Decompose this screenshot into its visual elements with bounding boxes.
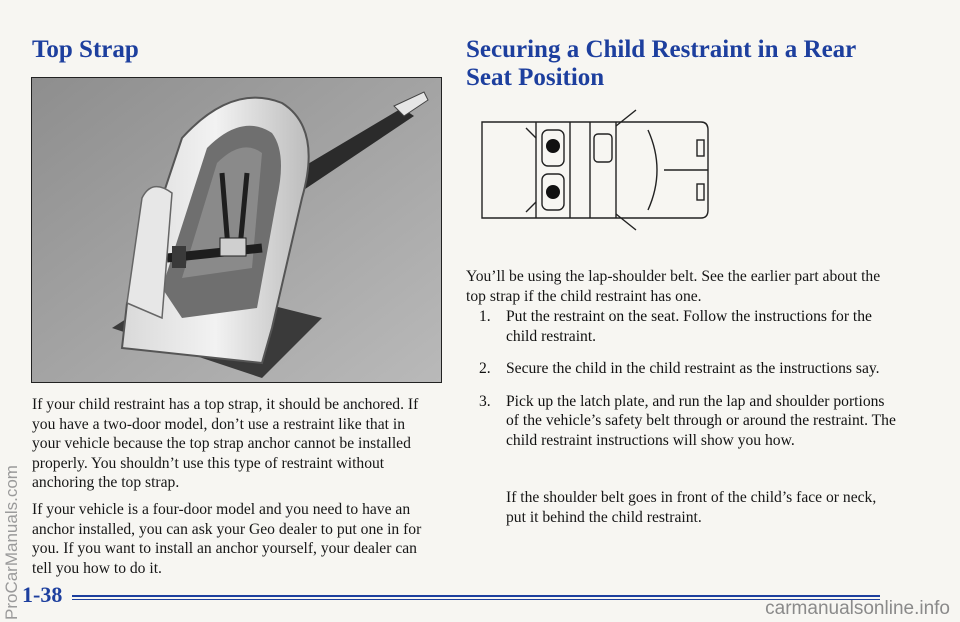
paragraph-top-strap-anchoring: If your child restraint has a top strap, it should be anchored. If you have a two-door model, don’t use a restraint like that in your vehicle because the top strap anchor cannot be installed properly. You shouldn’t use this type of restraint without anchoring the top strap. — [32, 396, 419, 491]
list-item: 2. Secure the child in the child restraint as the instructions say. — [479, 360, 880, 377]
footer-watermark: carmanualsonline.info — [765, 598, 950, 619]
instruction-steps — [479, 307, 899, 463]
section-heading-rear-seat: Securing a Child Restraint in a Rear Seat Position — [466, 36, 856, 91]
child-position-marker-icon — [546, 185, 560, 199]
list-item: 3. Pick up the latch plate, and run the lap and shoulder portions of the vehicle’s safety belt through or around the restraint. The child restraint instructions will show you how. — [479, 392, 896, 449]
section-heading-top-strap: Top Strap — [32, 36, 139, 63]
child-seat-photo — [31, 77, 442, 383]
page-number: 1-38 — [22, 582, 63, 607]
child-seat-illustration — [32, 78, 441, 382]
child-position-marker-icon — [546, 139, 560, 153]
paragraph-lap-shoulder-intro: You’ll be using the lap-shoulder belt. See the earlier part about the top strap if the child restraint has one. — [466, 268, 881, 305]
paragraph-four-door-anchor: If your vehicle is a four-door model and you need to have an anchor installed, you can ask your Geo dealer to put one in for you. If you want to install an anchor yourself, your dealer can tell you how to do it. — [32, 501, 422, 577]
side-watermark: ProCarManuals.com — [2, 465, 21, 620]
vehicle-top-view-diagram — [476, 108, 716, 238]
list-item: 1. Put the restraint on the seat. Follow the instructions for the child restraint. — [479, 308, 872, 345]
footer-rule — [72, 595, 880, 597]
rear-seat-position-diagram — [476, 108, 716, 238]
paragraph-shoulder-belt-note: If the shoulder belt goes in front of the child’s face or neck, put it behind the child restraint. — [506, 489, 877, 526]
footer-rule-thin — [72, 599, 880, 600]
